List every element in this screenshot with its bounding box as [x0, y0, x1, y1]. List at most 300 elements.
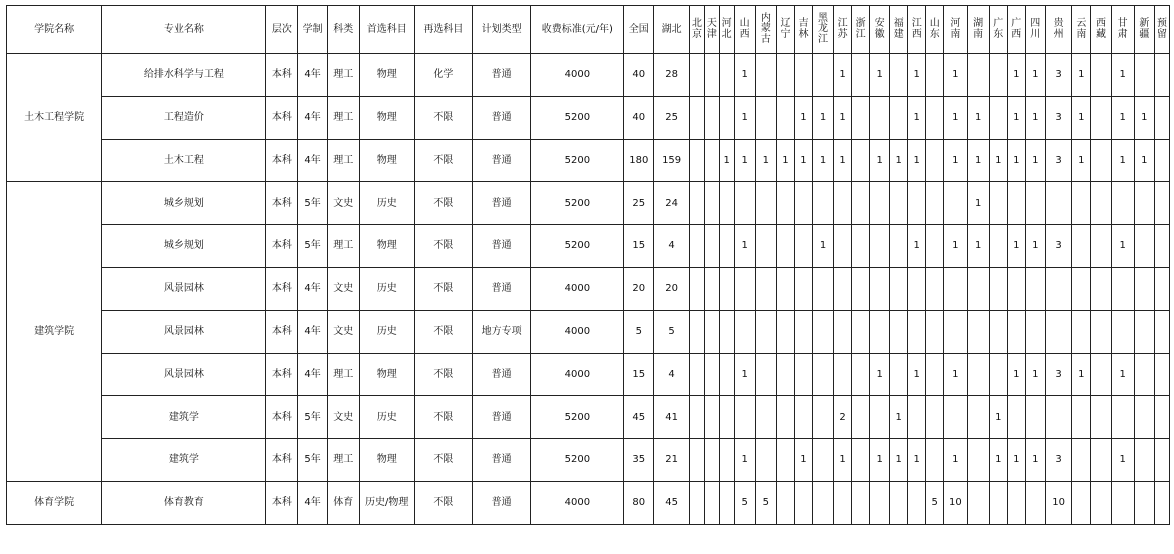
province-count-cell — [776, 182, 794, 225]
college-cell: 建筑学院 — [7, 182, 102, 482]
header-province — [1025, 6, 1045, 54]
province-count-cell — [1072, 225, 1091, 268]
province-count-cell — [1091, 396, 1111, 439]
header-duration: 学制 — [298, 6, 328, 54]
province-count-cell — [719, 396, 734, 439]
province-count-cell: 2 — [834, 396, 852, 439]
province-count-cell — [794, 353, 812, 396]
province-count-cell — [1091, 96, 1111, 139]
province-count-cell — [890, 310, 908, 353]
first-subject-cell: 物理 — [359, 353, 414, 396]
province-count-cell — [776, 396, 794, 439]
first-subject-cell: 历史 — [359, 310, 414, 353]
header-province — [794, 6, 812, 54]
province-count-cell: 3 — [1045, 96, 1071, 139]
province-count-cell: 1 — [834, 139, 852, 182]
province-count-cell — [852, 54, 870, 97]
hubei-cell: 5 — [654, 310, 690, 353]
province-count-cell — [944, 396, 967, 439]
province-count-cell — [1111, 267, 1134, 310]
province-count-cell — [870, 96, 890, 139]
province-count-cell — [852, 182, 870, 225]
province-count-cell — [1091, 353, 1111, 396]
province-count-cell — [719, 439, 734, 482]
province-count-cell: 1 — [1111, 225, 1134, 268]
province-count-cell — [755, 267, 776, 310]
total-cell: 80 — [624, 481, 654, 524]
province-count-cell — [755, 310, 776, 353]
first-subject-cell: 物理 — [359, 139, 414, 182]
province-count-cell: 5 — [926, 481, 944, 524]
province-count-cell: 1 — [776, 139, 794, 182]
province-count-cell — [1007, 182, 1025, 225]
province-count-cell: 1 — [967, 96, 989, 139]
province-count-cell — [1025, 182, 1045, 225]
header-province — [776, 6, 794, 54]
table-row — [7, 225, 1170, 268]
province-count-cell — [870, 396, 890, 439]
hubei-cell: 4 — [654, 353, 690, 396]
province-count-cell — [1154, 54, 1169, 97]
category-cell: 理工 — [327, 54, 359, 97]
province-count-cell: 1 — [734, 139, 755, 182]
province-count-cell — [1091, 267, 1111, 310]
province-label: 预留 — [1156, 18, 1167, 40]
province-count-cell — [1072, 267, 1091, 310]
province-count-cell — [926, 139, 944, 182]
major-cell: 风景园林 — [102, 267, 266, 310]
province-count-cell: 1 — [908, 54, 926, 97]
province-count-cell: 1 — [1025, 54, 1045, 97]
province-count-cell — [834, 310, 852, 353]
province-count-cell — [812, 310, 833, 353]
second-subject-cell: 不限 — [414, 310, 472, 353]
header-province — [1045, 6, 1071, 54]
province-count-cell — [852, 481, 870, 524]
province-count-cell — [1072, 396, 1091, 439]
province-count-cell — [989, 267, 1007, 310]
province-count-cell — [852, 396, 870, 439]
province-count-cell — [755, 353, 776, 396]
province-count-cell — [776, 267, 794, 310]
province-label: 云南 — [1076, 18, 1087, 40]
major-cell: 城乡规划 — [102, 182, 266, 225]
province-count-cell — [794, 54, 812, 97]
plan-type-cell: 普通 — [473, 182, 531, 225]
province-count-cell — [989, 481, 1007, 524]
province-count-cell — [1072, 439, 1091, 482]
province-count-cell — [755, 54, 776, 97]
province-label: 湖南 — [973, 18, 984, 40]
province-count-cell: 1 — [1007, 96, 1025, 139]
province-count-cell: 1 — [870, 139, 890, 182]
province-count-cell: 1 — [1111, 54, 1134, 97]
province-count-cell — [719, 225, 734, 268]
plan-type-cell: 普通 — [473, 353, 531, 396]
province-label: 河南 — [950, 18, 961, 40]
province-label: 四川 — [1030, 18, 1041, 40]
province-label: 福建 — [893, 18, 904, 40]
level-cell: 本科 — [266, 353, 298, 396]
duration-cell: 4年 — [298, 481, 328, 524]
hubei-cell: 24 — [654, 182, 690, 225]
province-count-cell — [852, 353, 870, 396]
category-cell: 文史 — [327, 310, 359, 353]
table-row — [7, 96, 1170, 139]
province-count-cell: 1 — [1111, 353, 1134, 396]
province-count-cell — [690, 54, 705, 97]
province-count-cell: 1 — [834, 96, 852, 139]
province-count-cell — [834, 481, 852, 524]
province-count-cell: 1 — [1072, 96, 1091, 139]
header-province — [755, 6, 776, 54]
plan-type-cell: 普通 — [473, 96, 531, 139]
province-count-cell — [1134, 225, 1154, 268]
duration-cell: 4年 — [298, 310, 328, 353]
province-count-cell: 1 — [1134, 96, 1154, 139]
province-count-cell — [719, 182, 734, 225]
level-cell: 本科 — [266, 310, 298, 353]
level-cell: 本科 — [266, 225, 298, 268]
province-count-cell — [734, 310, 755, 353]
fee-cell: 5200 — [531, 139, 624, 182]
header-total: 全国 — [624, 6, 654, 54]
province-count-cell — [989, 96, 1007, 139]
province-count-cell — [1154, 96, 1169, 139]
province-count-cell — [719, 481, 734, 524]
province-count-cell — [1154, 439, 1169, 482]
province-count-cell — [1111, 182, 1134, 225]
province-count-cell — [1091, 139, 1111, 182]
table-row — [7, 439, 1170, 482]
header-province — [704, 6, 719, 54]
province-count-cell — [967, 353, 989, 396]
province-count-cell: 1 — [734, 439, 755, 482]
header-province — [719, 6, 734, 54]
province-count-cell — [926, 310, 944, 353]
fee-cell: 5200 — [531, 439, 624, 482]
province-count-cell — [704, 396, 719, 439]
category-cell: 体育 — [327, 481, 359, 524]
province-count-cell: 1 — [890, 139, 908, 182]
province-count-cell — [1154, 225, 1169, 268]
province-count-cell: 1 — [734, 225, 755, 268]
province-count-cell — [1154, 396, 1169, 439]
total-cell: 40 — [624, 96, 654, 139]
province-count-cell — [870, 310, 890, 353]
second-subject-cell: 不限 — [414, 267, 472, 310]
province-count-cell: 1 — [870, 54, 890, 97]
second-subject-cell: 不限 — [414, 481, 472, 524]
province-count-cell — [1072, 481, 1091, 524]
province-count-cell: 1 — [870, 439, 890, 482]
province-count-cell: 1 — [1007, 439, 1025, 482]
province-count-cell — [1134, 182, 1154, 225]
table-row — [7, 310, 1170, 353]
major-cell: 风景园林 — [102, 353, 266, 396]
province-count-cell — [834, 225, 852, 268]
province-count-cell — [890, 353, 908, 396]
province-count-cell — [1154, 310, 1169, 353]
province-label: 安徽 — [874, 18, 885, 40]
province-count-cell — [834, 353, 852, 396]
province-count-cell — [1091, 310, 1111, 353]
second-subject-cell: 不限 — [414, 96, 472, 139]
province-count-cell — [794, 396, 812, 439]
province-count-cell: 1 — [812, 96, 833, 139]
table-row — [7, 139, 1170, 182]
province-count-cell: 10 — [944, 481, 967, 524]
province-count-cell — [1045, 182, 1071, 225]
province-label: 山东 — [929, 18, 940, 40]
province-count-cell — [908, 396, 926, 439]
fee-cell: 5200 — [531, 182, 624, 225]
category-cell: 文史 — [327, 182, 359, 225]
province-label: 山西 — [739, 18, 750, 40]
province-count-cell: 1 — [1025, 96, 1045, 139]
province-count-cell — [890, 96, 908, 139]
header-row — [7, 6, 1170, 54]
province-count-cell — [1134, 54, 1154, 97]
province-count-cell — [776, 439, 794, 482]
province-count-cell — [776, 481, 794, 524]
duration-cell: 5年 — [298, 225, 328, 268]
province-count-cell — [890, 225, 908, 268]
province-count-cell — [690, 353, 705, 396]
province-count-cell — [908, 310, 926, 353]
province-count-cell — [870, 225, 890, 268]
province-count-cell — [704, 439, 719, 482]
fee-cell: 4000 — [531, 54, 624, 97]
province-count-cell — [1154, 481, 1169, 524]
second-subject-cell: 不限 — [414, 396, 472, 439]
major-cell: 体育教育 — [102, 481, 266, 524]
header-province — [1111, 6, 1134, 54]
province-count-cell — [1111, 310, 1134, 353]
province-count-cell — [890, 54, 908, 97]
total-cell: 15 — [624, 353, 654, 396]
province-count-cell — [812, 267, 833, 310]
first-subject-cell: 历史 — [359, 267, 414, 310]
fee-cell: 5200 — [531, 225, 624, 268]
province-count-cell: 1 — [989, 439, 1007, 482]
province-count-cell — [734, 396, 755, 439]
province-count-cell — [1154, 139, 1169, 182]
hubei-cell: 20 — [654, 267, 690, 310]
province-label: 西藏 — [1095, 18, 1106, 40]
province-count-cell — [719, 54, 734, 97]
province-count-cell — [1154, 267, 1169, 310]
province-label: 甘肃 — [1117, 18, 1128, 40]
province-count-cell — [852, 439, 870, 482]
province-count-cell — [870, 182, 890, 225]
province-count-cell — [1091, 54, 1111, 97]
hubei-cell: 41 — [654, 396, 690, 439]
table-body — [7, 54, 1170, 525]
province-count-cell — [794, 481, 812, 524]
province-count-cell — [1007, 310, 1025, 353]
province-count-cell — [719, 353, 734, 396]
duration-cell: 4年 — [298, 267, 328, 310]
province-count-cell: 1 — [1072, 139, 1091, 182]
province-count-cell — [1007, 267, 1025, 310]
total-cell: 20 — [624, 267, 654, 310]
category-cell: 理工 — [327, 353, 359, 396]
total-cell: 180 — [624, 139, 654, 182]
header-province — [989, 6, 1007, 54]
province-count-cell — [690, 182, 705, 225]
province-count-cell — [926, 182, 944, 225]
province-count-cell — [1007, 481, 1025, 524]
province-count-cell — [989, 310, 1007, 353]
province-count-cell: 1 — [944, 225, 967, 268]
header-province — [926, 6, 944, 54]
province-count-cell — [1111, 481, 1134, 524]
province-label: 贵州 — [1053, 18, 1064, 40]
province-count-cell — [1134, 439, 1154, 482]
first-subject-cell: 物理 — [359, 225, 414, 268]
province-count-cell — [967, 54, 989, 97]
province-count-cell — [1025, 396, 1045, 439]
table-row — [7, 353, 1170, 396]
province-label: 吉林 — [798, 18, 809, 40]
plan-type-cell: 普通 — [473, 54, 531, 97]
province-count-cell: 1 — [944, 96, 967, 139]
province-count-cell: 1 — [1007, 139, 1025, 182]
province-count-cell — [1025, 481, 1045, 524]
table-row — [7, 267, 1170, 310]
province-count-cell: 1 — [1111, 439, 1134, 482]
header-major: 专业名称 — [102, 6, 266, 54]
province-count-cell — [719, 267, 734, 310]
plan-type-cell: 普通 — [473, 396, 531, 439]
province-label: 江苏 — [837, 18, 848, 40]
province-count-cell — [1134, 267, 1154, 310]
province-count-cell — [704, 182, 719, 225]
province-count-cell — [812, 54, 833, 97]
province-count-cell — [812, 481, 833, 524]
province-count-cell — [944, 182, 967, 225]
fee-cell: 4000 — [531, 481, 624, 524]
province-count-cell — [734, 267, 755, 310]
province-count-cell: 1 — [1025, 353, 1045, 396]
first-subject-cell: 历史 — [359, 396, 414, 439]
header-province — [834, 6, 852, 54]
level-cell: 本科 — [266, 96, 298, 139]
plan-type-cell: 普通 — [473, 139, 531, 182]
second-subject-cell: 不限 — [414, 225, 472, 268]
province-count-cell — [704, 267, 719, 310]
province-count-cell: 1 — [812, 225, 833, 268]
province-count-cell — [944, 267, 967, 310]
header-province — [1134, 6, 1154, 54]
province-label: 黑龙江 — [818, 12, 829, 45]
province-count-cell — [794, 225, 812, 268]
province-count-cell: 1 — [1072, 353, 1091, 396]
province-count-cell — [1154, 182, 1169, 225]
college-cell: 土木工程学院 — [7, 54, 102, 182]
province-count-cell — [926, 267, 944, 310]
duration-cell: 5年 — [298, 439, 328, 482]
table-row — [7, 481, 1170, 524]
province-count-cell: 1 — [908, 439, 926, 482]
province-count-cell — [776, 54, 794, 97]
province-count-cell — [755, 96, 776, 139]
province-count-cell — [870, 267, 890, 310]
province-count-cell — [989, 54, 1007, 97]
province-count-cell: 1 — [908, 225, 926, 268]
table-row — [7, 396, 1170, 439]
province-count-cell — [926, 225, 944, 268]
province-count-cell: 1 — [1111, 139, 1134, 182]
province-count-cell — [1091, 182, 1111, 225]
header-first-subject: 首选科目 — [359, 6, 414, 54]
province-label: 辽宁 — [780, 18, 791, 40]
province-count-cell: 5 — [734, 481, 755, 524]
province-count-cell — [852, 267, 870, 310]
province-count-cell — [1091, 439, 1111, 482]
province-count-cell: 1 — [967, 139, 989, 182]
header-province — [870, 6, 890, 54]
major-cell: 建筑学 — [102, 439, 266, 482]
province-count-cell — [704, 54, 719, 97]
province-label: 浙江 — [855, 18, 866, 40]
fee-cell: 4000 — [531, 353, 624, 396]
category-cell: 理工 — [327, 225, 359, 268]
duration-cell: 4年 — [298, 139, 328, 182]
province-count-cell: 3 — [1045, 225, 1071, 268]
total-cell: 35 — [624, 439, 654, 482]
header-province — [690, 6, 705, 54]
plan-type-cell: 地方专项 — [473, 310, 531, 353]
hubei-cell: 45 — [654, 481, 690, 524]
province-count-cell: 1 — [834, 439, 852, 482]
province-count-cell: 1 — [989, 139, 1007, 182]
province-count-cell: 1 — [812, 139, 833, 182]
total-cell: 5 — [624, 310, 654, 353]
fee-cell: 4000 — [531, 310, 624, 353]
major-cell: 风景园林 — [102, 310, 266, 353]
province-count-cell — [989, 182, 1007, 225]
province-count-cell — [870, 481, 890, 524]
province-count-cell: 10 — [1045, 481, 1071, 524]
province-count-cell — [755, 439, 776, 482]
province-count-cell — [967, 267, 989, 310]
header-province — [1091, 6, 1111, 54]
province-count-cell: 1 — [870, 353, 890, 396]
province-count-cell — [1072, 182, 1091, 225]
province-count-cell: 1 — [1007, 54, 1025, 97]
fee-cell: 5200 — [531, 96, 624, 139]
province-label: 河北 — [721, 18, 732, 40]
province-count-cell — [926, 439, 944, 482]
second-subject-cell: 不限 — [414, 139, 472, 182]
province-count-cell: 1 — [755, 139, 776, 182]
plan-type-cell: 普通 — [473, 481, 531, 524]
major-cell: 给排水科学与工程 — [102, 54, 266, 97]
province-count-cell: 1 — [1025, 439, 1045, 482]
header-province — [890, 6, 908, 54]
province-label: 内蒙古 — [760, 12, 771, 45]
second-subject-cell: 不限 — [414, 439, 472, 482]
header-province — [1072, 6, 1091, 54]
province-count-cell: 1 — [944, 353, 967, 396]
category-cell: 文史 — [327, 396, 359, 439]
province-count-cell — [1045, 396, 1071, 439]
major-cell: 工程造价 — [102, 96, 266, 139]
duration-cell: 4年 — [298, 353, 328, 396]
province-count-cell — [989, 225, 1007, 268]
